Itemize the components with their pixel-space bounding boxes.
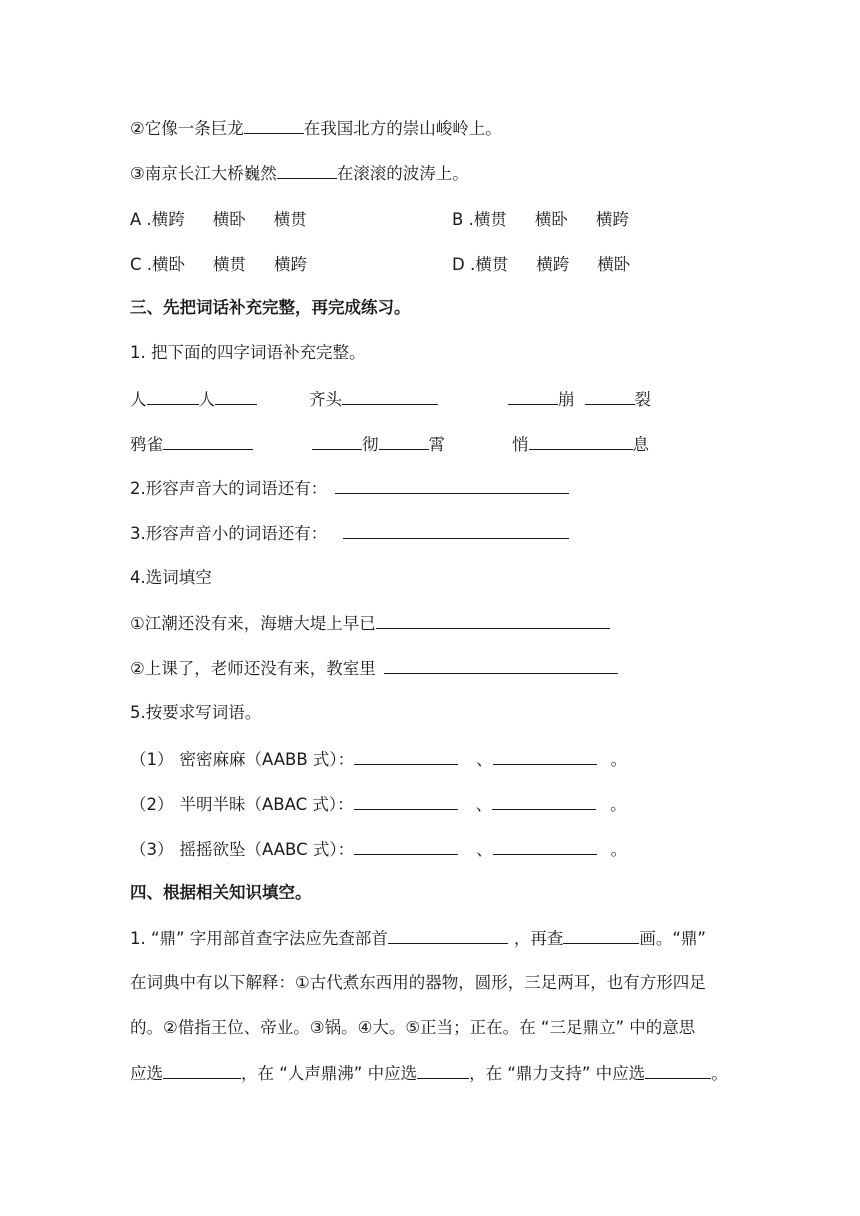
sec3-q4b: ②上课了，老师还没有来，教室里 <box>130 656 618 681</box>
sec4-p1: 1. “鼎” 字用部首查字法应先查部首 ，再查 画。“鼎” <box>130 926 706 951</box>
answer-blank[interactable] <box>388 926 508 944</box>
answer-blank[interactable] <box>376 611 610 629</box>
answer-blank[interactable] <box>215 387 257 405</box>
sec4-p2: 在词典中有以下解释：①古代煮东西用的器物，圆形，三足两耳，也有方形四足 <box>130 973 706 992</box>
answer-blank[interactable] <box>354 837 458 855</box>
answer-blank[interactable] <box>354 747 458 765</box>
idiom-6: 悄 息 <box>512 431 649 455</box>
sec3-q4a: ①江潮还没有来，海塘大堤上早已 <box>130 611 610 636</box>
q5-item: （3） 摇摇欲坠（AABC 式）： 、 。 <box>130 836 627 860</box>
answer-blank[interactable] <box>384 656 618 674</box>
answer-blank[interactable] <box>492 792 596 810</box>
section-3-heading: 三、先把词话补充完整，再完成练习。 <box>130 298 411 317</box>
idiom-3: 崩 裂 <box>508 386 651 410</box>
section-4-heading: 四、根据相关知识填空。 <box>130 883 312 902</box>
option-d[interactable]: D .横贯 横跨 横卧 <box>452 255 631 274</box>
idiom-1: 人 人 <box>130 386 257 410</box>
answer-blank[interactable] <box>354 792 458 810</box>
sec4-p4: 应选 ，在 “人声鼎沸” 中应选 ，在 “鼎力支持” 中应选 。 <box>130 1061 728 1086</box>
answer-blank[interactable] <box>493 747 597 765</box>
answer-blank[interactable] <box>147 387 199 405</box>
sec3-q1: 1. 把下面的四字词语补充完整。 <box>130 343 366 362</box>
answer-blank[interactable] <box>379 432 429 450</box>
q2-line-2: ②它像一条巨龙 在我国北方的崇山峻岭上。 <box>130 116 502 141</box>
option-b[interactable]: B .横贯 横卧 横跨 <box>452 210 629 229</box>
answer-blank[interactable] <box>163 432 253 450</box>
answer-blank[interactable] <box>493 837 597 855</box>
q2-line-3: ③南京长江大桥巍然 在滚滚的波涛上。 <box>130 161 469 186</box>
option-a[interactable]: A .横跨 横卧 横贯 <box>130 210 307 229</box>
option-c[interactable]: C .横卧 横贯 横跨 <box>130 255 308 274</box>
answer-blank[interactable] <box>277 161 337 179</box>
sec3-q2: 2.形容声音大的词语还有： <box>130 476 569 501</box>
answer-blank[interactable] <box>312 432 362 450</box>
answer-blank[interactable] <box>342 387 438 405</box>
q5-item: （2） 半明半昧（ABAC 式）： 、 。 <box>130 791 627 815</box>
answer-blank[interactable] <box>508 387 558 405</box>
q5-item: （1） 密密麻麻（AABB 式）： 、 。 <box>130 746 627 770</box>
answer-blank[interactable] <box>645 1061 711 1079</box>
answer-blank[interactable] <box>335 476 569 494</box>
idiom-4: 鸦雀 <box>130 431 253 455</box>
sec3-q5: 5.按要求写词语。 <box>130 703 262 722</box>
sec3-q3: 3.形容声音小的词语还有： <box>130 521 569 546</box>
sec3-q4: 4.选词填空 <box>130 568 212 587</box>
idiom-5: 彻 霄 <box>312 431 445 455</box>
answer-blank[interactable] <box>529 432 633 450</box>
answer-blank[interactable] <box>563 926 639 944</box>
idiom-2: 齐头 <box>309 386 438 410</box>
answer-blank[interactable] <box>343 521 569 539</box>
answer-blank[interactable] <box>585 387 635 405</box>
sec4-p3: 的。②借指王位、帝业。③锅。④大。⑤正当；正在。在 “三足鼎立” 中的意思 <box>130 1018 696 1037</box>
answer-blank[interactable] <box>163 1061 241 1079</box>
answer-blank[interactable] <box>417 1061 469 1079</box>
answer-blank[interactable] <box>244 116 304 134</box>
